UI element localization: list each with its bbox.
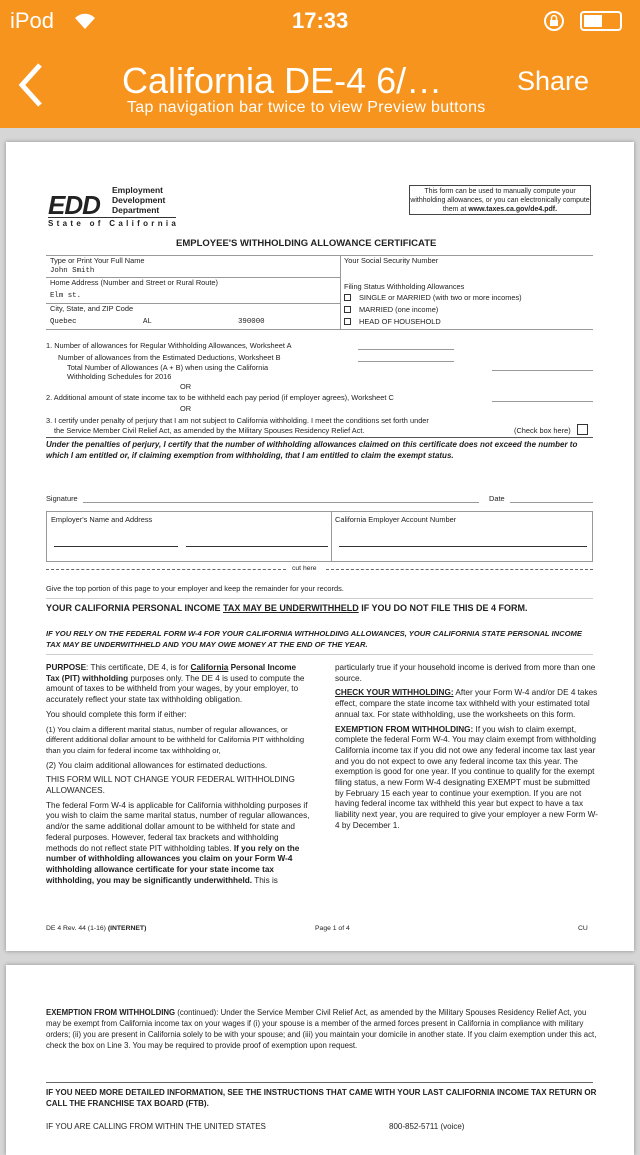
city-field[interactable]: Quebec: [50, 318, 77, 326]
filing-status-label: Filing Status Withholding Allowances: [344, 282, 465, 291]
line-2: 2. Additional amount of state income tax to be withheld each pay period (if employer agrees), Worksheet C: [46, 393, 394, 402]
address-field[interactable]: Elm st.: [50, 292, 82, 300]
pdf-page-2[interactable]: [6, 965, 634, 1155]
exemption-paragraph: EXEMPTION FROM WITHHOLDING: If you wish to claim exempt, complete the federal Form W-4. You may claim exempt from withholding California income tax if you did not owe any federal income tax last year and you do not expect to owe any federal income tax this year. The exemption is good for one year. If you continue to qualify for the exempt filing status, a new Form W-4 designating EXEMPT must be submitted by February 15 each year to continue your exemption. If you are not having federal income tax withheld this year but expect to have a tax liability next year, you are required to give your employer a new Form W-4 by December 1.: [335, 724, 598, 830]
check-here-label: (Check box here): [514, 426, 571, 435]
date-line[interactable]: [510, 502, 593, 503]
checkbox[interactable]: [344, 294, 351, 301]
name-label: Type or Print Your Full Name: [50, 256, 145, 265]
signature-line[interactable]: [83, 502, 479, 503]
line-1b: Number of allowances from the Estimated Deductions, Worksheet B: [58, 353, 281, 362]
exemption-continued: EXEMPTION FROM WITHHOLDING (continued): Under the Service Member Civil Relief Act, as amended by the Military Spouses Residency Relief Act, you may be exempt from California income tax on your wages if (i) your spouse is a member of the armed forces present in California in compliance with military orders; (ii) you are present in California solely to be with your spouse; and (iii) you maintain your domicile in another state. If you claim exemption under this act, check the box on Line 3. You may be required to provide proof of exemption upon request.: [46, 1008, 597, 1050]
employer-line[interactable]: [54, 546, 178, 547]
checkbox[interactable]: [344, 306, 351, 313]
phone-number: 800-852-5711 (voice): [389, 1122, 465, 1131]
instructions-columns: [46, 663, 599, 899]
share-button[interactable]: Share: [517, 66, 590, 96]
calling-label: IF YOU ARE CALLING FROM WITHIN THE UNITED STATES: [46, 1122, 266, 1131]
line-1a: 1. Number of allowances for Regular Withholding Allowances, Worksheet A: [46, 341, 292, 350]
zip-field[interactable]: 390000: [238, 318, 265, 326]
document-title[interactable]: California DE-4 6/…: [122, 60, 443, 101]
date-label: Date: [489, 494, 505, 503]
name-field[interactable]: John Smith: [50, 267, 95, 275]
line-3b: the Service Member Civil Relief Act, as amended by the Military Spouses Residency Relief Act.: [54, 426, 365, 435]
page-number: Page 1 of 4: [315, 925, 350, 932]
federal-w4-paragraph: The federal Form W-4 is applicable for California withholding purposes if you wish to claim the same marital status, number of regular allowances, and/or the same additional dollar amount to be withheld for state and federal purposes. However, federal tax brackets and withholding methods do not reflect state PIT withholding tables. If you rely on the number of withholding allowances you claim on your Form W-4 withholding allowance certificate for your state income tax withholding, you may be significantly underwithheld. This is particularly true if your household income is derived from more than one source.: [46, 663, 596, 885]
w4-warning: IF YOU RELY ON THE FEDERAL FORM W-4 FOR YOUR CALIFORNIA WITHHOLDING ALLOWANCES, YOUR CALIFORNIA STATE PERSONAL INCOME TAX MAY BE UNDERWITHHELD AND YOU MAY OWE MONEY AT THE END OF THE YEAR.: [46, 629, 582, 649]
should-complete: You should complete this form if either:: [46, 709, 187, 719]
city-label: City, State, and ZIP Code: [50, 304, 134, 313]
clock: 17:33: [292, 8, 349, 33]
form-title: EMPLOYEE'S WITHHOLDING ALLOWANCE CERTIFICATE: [176, 238, 437, 249]
input-line[interactable]: [492, 401, 593, 402]
line-1d: Withholding Schedules for 2016: [67, 372, 172, 381]
line-3-checkbox[interactable]: [577, 424, 588, 435]
rotation-lock-icon: [543, 10, 565, 32]
account-label: California Employer Account Number: [335, 515, 457, 524]
underwithheld-emphasis: If you rely on the number of withholding allowances you claim on your Form W-4 withholding allowance certificate for your state income tax withholding, you may be significantly underwithheld.: [46, 843, 300, 885]
filing-single[interactable]: SINGLE or MARRIED (with two or more incomes): [344, 293, 522, 302]
input-line[interactable]: [358, 349, 454, 350]
condition-1: (1) You claim a different marital status, number of regular allowances, or different additional dollar amount to be withheld for California PIT withholding than you claim for federal income tax withholding or,: [46, 724, 305, 755]
back-chevron-icon[interactable]: [16, 60, 56, 110]
more-info: IF YOU NEED MORE DETAILED INFORMATION, SEE THE INSTRUCTIONS THAT CAME WITH YOUR LAST CALIFORNIA INCOME TAX RETURN OR CALL THE FRANCHISE TAX BOARD (FTB).: [46, 1088, 597, 1108]
form-revision: DE 4 Rev. 44 (1-16) (INTERNET): [46, 925, 147, 932]
pdf-page-1[interactable]: EDD Employment Development Department State of California This form can be used to manually compute your withholding allowances, or you can electronically compute them at www.taxes.ca.gov/de4.pdf. EMPLOYEE'S WITHHOLDING ALLOWANCE CERTIFICATE Type or Print Your Full Name John Smith Your Social Security Number Home Address (Number and Street or Rural Route) Elm st. Filing Status Withholding Allowances SINGLE or MARRIED (with two or more incomes) MARRIED (one income) HEAD OF HOUSEHOLD City, State, and ZIP Code Quebec AL 390000 1. Number of allowances for Regular Withholding Allowances, Worksheet A Number of allowances from the Estimated Deductions, Worksheet B Total Number of Allowances (A + B) when using the California Withholding Schedules for 2016 OR 2. Additional amount of state income tax to be withheld each pay period (if employer agrees), Worksheet C OR 3. I certify under penalty of perjury that I am not subject to California withholding. I meet the conditions set forth under the Service Member Civil Relief Act, as amended by the Military Spouses Residency Relief Act. (Check box here) Under the penalties of perjury, I certify that the number of withholding allowances claimed on this certificate does not exceed the number to which I am entitled or, if claiming exemption from withholding, that I am entitled to claim the exempt status. Signature Date Employer's Name and Address California Employer Account Number cut here Give the top portion of this page to your employer and keep the remainder for your records. YOUR CALIFORNIA PERSONAL INCOME TAX MAY BE UNDERWITHHELD IF YOU DO NOT FILE THIS DE 4 FORM. IF YOU RELY ON THE FEDERAL FORM W-4 FOR YOUR CALIFORNIA WITHHOLDING ALLOWANCES, YOUR CALIFORNIA STATE PERSONAL INCOME TAX MAY BE UNDERWITHHELD AND YOU MAY OWE MONEY AT THE END OF THE YEAR. PURPOSE: This certificate, DE 4, is for California Personal Income Tax (PIT) withholding purposes only. The DE 4 is used to compute the amount of taxes to be withheld from your wages, by your employer, to accurately reflect your state tax withholding obligation. You should complete this form if either: (1) You claim a different marital status, number of regular allowances, or different additional dollar amount to be withheld for California PIT withholding than you claim for federal income tax withholding or, (2) You claim additional allowances for estimated deductions. THIS FORM WILL NOT CHANGE YOUR FEDERAL WITHHOLDING ALLOWANCES. The federal Form W-4 is applicable for California withholding purposes if you wish to claim the same marital status, number of regular allowances, and/or the same additional dollar amount to be withheld for state and federal purposes. However, federal tax brackets and withholding methods do not reflect state PIT withholding tables. If you rely on the number of withholding allowances you claim on your Form W-4 withholding allowance certificate for your state income tax withholding, you may be significantly underwithheld. This is particularly true if your household income is derived from more than one source. CHECK YOUR WITHHOLDING: After your Form W-4 and/or DE 4 takes effect, compare the state income tax withheld with your estimated total annual tax. For state withholding, use the worksheets on this form. EXEMPTION FROM WITHHOLDING: If you wish to claim exempt, complete the federal Form W-4. You may claim exempt from withholding California income tax if you did not owe any federal income tax last year and you do not expect to owe any federal income tax this year. The exemption is good for one year. If you continue to qualify for the exempt filing status, a new Form W-4 designating EXEMPT must be submitted by February 15 each year to continue your exemption. If you are not having federal income tax withheld this year but expect to have a tax liability next year, you are required to give your employer a new Form W-4 by December 1. DE 4 Rev. 44 (1-16) (INTERNET) Page 1 of 4 CU: [6, 142, 634, 951]
perjury-statement: Under the penalties of perjury, I certify that the number of withholding allowances claimed on this certificate does not exceed the number to which I am entitled or, if claiming exemption from withholding, that I am entitled to claim the exempt status.: [46, 440, 578, 460]
or-label: OR: [180, 404, 192, 413]
wifi-icon: [72, 10, 98, 30]
input-line[interactable]: [492, 370, 593, 371]
purpose-paragraph: PURPOSE: This certificate, DE 4, is for California Personal Income Tax (PIT) withholding purposes only. The DE 4 is used to compute the amount of taxes to be withheld from your wages, by your employer, to accurately reflect your state tax withholding obligation.: [46, 663, 305, 705]
checkbox[interactable]: [344, 318, 351, 325]
form-code: CU: [578, 925, 588, 932]
line-3a: 3. I certify under penalty of perjury that I am not subject to California withholding. I meet the conditions set forth under: [46, 416, 429, 425]
address-label: Home Address (Number and Street or Rural Route): [50, 278, 219, 287]
check-withholding-paragraph: CHECK YOUR WITHHOLDING: After your Form W-4 and/or DE 4 takes effect, compare the state income tax withheld with your estimated total annual tax. For state withholding, use the worksheets on this form.: [335, 688, 598, 719]
nav-hint: Tap navigation bar twice to view Preview buttons: [127, 99, 486, 116]
filing-married[interactable]: MARRIED (one income): [344, 305, 438, 314]
signature-label: Signature: [46, 494, 78, 503]
no-change-note: THIS FORM WILL NOT CHANGE YOUR FEDERAL WITHHOLDING ALLOWANCES.: [46, 775, 295, 796]
condition-2: (2) You claim additional allowances for estimated deductions.: [46, 760, 268, 770]
ssn-label: Your Social Security Number: [344, 256, 439, 265]
give-note: Give the top portion of this page to your employer and keep the remainder for your records.: [46, 584, 344, 593]
underwithheld-warning: YOUR CALIFORNIA PERSONAL INCOME TAX MAY BE UNDERWITHHELD IF YOU DO NOT FILE THIS DE 4 FORM.: [46, 603, 528, 613]
state-field[interactable]: AL: [143, 318, 152, 326]
or-label: OR: [180, 382, 192, 391]
electronic-note: This form can be used to manually compute your withholding allowances, or you can electronically compute them at www.taxes.ca.gov/de4.pdf.: [409, 185, 591, 215]
account-line[interactable]: [339, 546, 587, 547]
battery-icon: [580, 11, 622, 31]
filing-head[interactable]: HEAD OF HOUSEHOLD: [344, 317, 441, 326]
employer-line[interactable]: [186, 546, 328, 547]
employer-label: Employer's Name and Address: [51, 515, 153, 524]
input-line[interactable]: [358, 361, 454, 362]
navigation-bar[interactable]: [0, 0, 640, 128]
device-name: iPod: [10, 8, 55, 33]
cut-here-label: cut here: [292, 565, 317, 572]
line-1c: Total Number of Allowances (A + B) when using the California: [67, 363, 269, 372]
